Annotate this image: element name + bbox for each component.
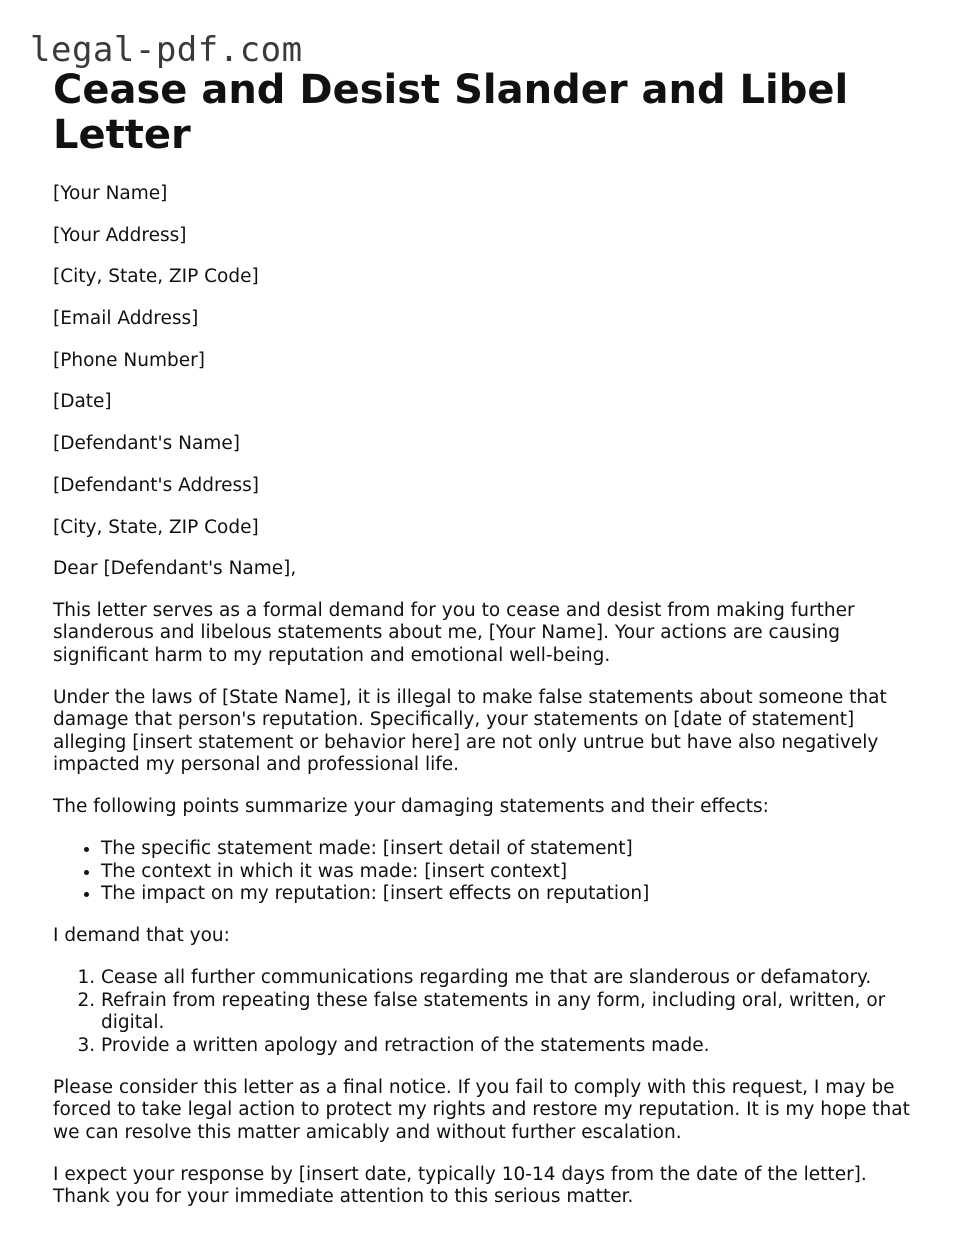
body-paragraph: This letter serves as a formal demand for you to cease and desist from making further slanderous and libelous statements about me, [Your Name]. Your actions are causing significant harm to my reputation and emotional well-being. [53, 599, 855, 666]
body-paragraph: Under the laws of [State Name], it is illegal to make false statements about someone that damage that person's reputation. Specifically, your statements on [date of statement] alleging [insert statement or behavior here] are not only untrue but have also negatively impacted my personal and professional life. [53, 686, 887, 776]
sender-city-state-zip: [City, State, ZIP Code] [53, 266, 259, 288]
list-item: • The context in which it was made: [insert context] [101, 861, 923, 884]
recipient-name: [Defendant's Name] [53, 433, 240, 455]
list-item: 3. Provide a written apology and retraction of the statements made. [101, 1035, 923, 1058]
list-item: • The impact on my reputation: [insert effects on reputation] [101, 883, 923, 906]
closing-paragraph: I expect your response by [insert date, typically 10-14 days from the date of the letter]. Thank you for your immediate attention to this serious matter. [53, 1163, 867, 1208]
body-paragraph: The following points summarize your damaging statements and their effects: [53, 796, 769, 818]
list-item: 1. Cease all further communications regarding me that are slanderous or defamatory. [101, 967, 923, 990]
list-item: • The specific statement made: [insert detail of statement] [101, 838, 923, 861]
salutation: Dear [Defendant's Name], [53, 558, 297, 580]
recipient-address: [Defendant's Address] [53, 474, 260, 496]
sender-phone: [Phone Number] [53, 349, 205, 371]
sender-email: [Email Address] [53, 308, 199, 330]
summary-points-list [53, 838, 923, 906]
sender-name: [Your Name] [53, 183, 168, 204]
closing-paragraph: Please consider this letter as a final notice. If you fail to comply with this request, I may be forced to take legal action to protect my rights and restore my reputation. It is my hope that we can resolve this matter amicably and without further escalation. [53, 1076, 910, 1143]
letter-date: [Date] [53, 391, 112, 413]
document-title: Cease and Desist Slander and Libel Letter [53, 67, 849, 158]
list-item: 2. Refrain from repeating these false statements in any form, including oral, written, or digital. [101, 990, 923, 1035]
demands-list [53, 967, 923, 1057]
recipient-block [53, 433, 923, 538]
demand-intro: I demand that you: [53, 925, 230, 947]
site-watermark: legal-pdf.com [30, 30, 303, 70]
sender-address: [Your Address] [53, 224, 187, 246]
sender-block [53, 183, 923, 413]
letter-document [53, 68, 923, 1228]
recipient-city-state-zip: [City, State, ZIP Code] [53, 516, 259, 538]
